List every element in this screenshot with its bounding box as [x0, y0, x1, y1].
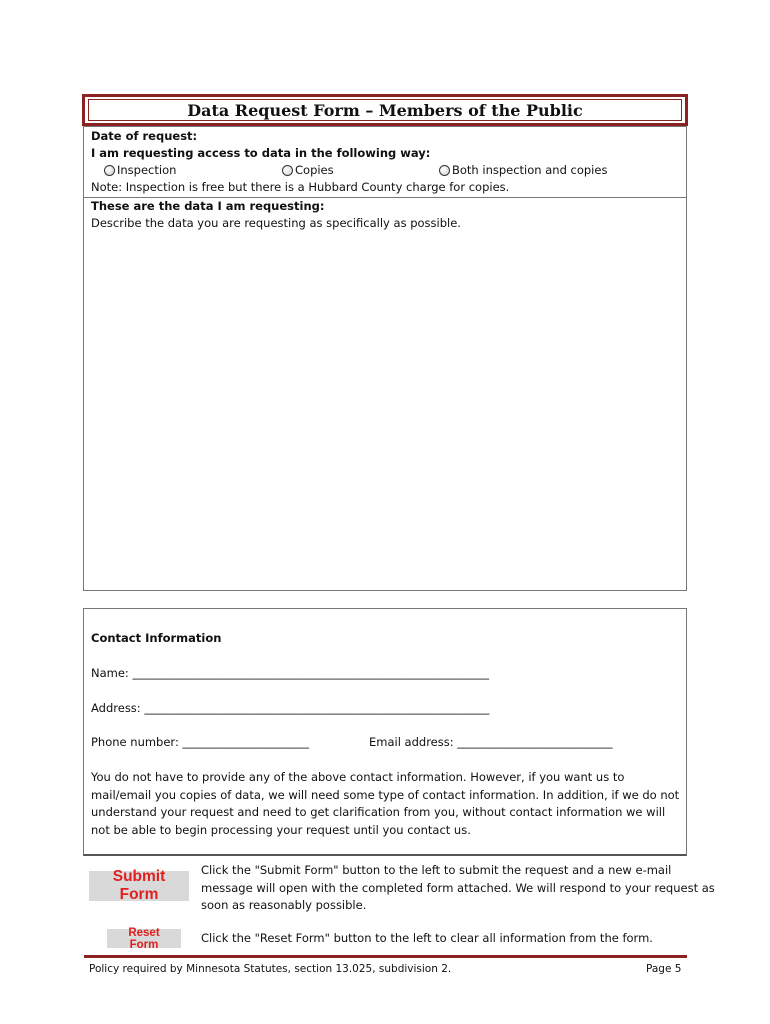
option-copies-label: Copies: [295, 163, 334, 177]
policy-footer: Policy required by Minnesota Statutes, section 13.025, subdivision 2.: [89, 963, 452, 975]
name-field[interactable]: Name: ______________________________________________________________: [91, 666, 489, 680]
request-section: [83, 126, 687, 591]
contact-heading: Contact Information: [91, 631, 222, 645]
data-instruction: Describe the data you are requesting as specifically as possible.: [91, 216, 461, 230]
option-copies[interactable]: [282, 163, 334, 177]
page-number: Page 5: [646, 963, 682, 975]
email-field[interactable]: Email address: ___________________________: [369, 735, 613, 749]
copy-charge-note: Note: Inspection is free but there is a Hubbard County charge for copies.: [91, 180, 510, 194]
radio-inspection-icon[interactable]: [104, 165, 115, 176]
option-inspection[interactable]: [104, 163, 176, 177]
reset-description: Click the "Reset Form" button to the left to clear all information from the form.: [201, 931, 653, 945]
contact-explanation: You do not have to provide any of the above contact information. However, if you want us to mail/email you copies of data, we will need some type of contact information. In addition, if we do not understand your request and need to get clarification from you, without contact information we will not be able to begin processing your request until you contact us.: [91, 770, 680, 837]
submit-button[interactable]: Submit Form: [89, 871, 189, 901]
date-label: Date of request:: [91, 129, 198, 143]
phone-field[interactable]: Phone number: ______________________: [91, 735, 309, 749]
access-label: I am requesting access to data in the following way:: [91, 146, 431, 160]
title-frame: [82, 94, 688, 126]
submit-description: Click the "Submit Form" button to the left to submit the request and a new e-mail message will open with the completed form attached. We will respond to your request as soon as reasonably possible.: [201, 863, 715, 912]
option-both[interactable]: [439, 163, 607, 177]
contact-section: [83, 608, 687, 856]
option-inspection-label: Inspection: [117, 163, 177, 177]
data-description-field[interactable]: [88, 235, 682, 586]
form-title: Data Request Form – Members of the Public: [88, 99, 682, 121]
section-divider: [84, 197, 686, 198]
radio-both-icon[interactable]: [439, 165, 450, 176]
footer-rule: [84, 955, 687, 958]
option-both-label: Both inspection and copies: [452, 163, 608, 177]
radio-copies-icon[interactable]: [282, 165, 293, 176]
address-field[interactable]: Address: ____________________________________________________________: [91, 701, 490, 715]
data-heading: These are the data I am requesting:: [91, 199, 325, 213]
reset-button[interactable]: Reset Form: [107, 929, 181, 948]
